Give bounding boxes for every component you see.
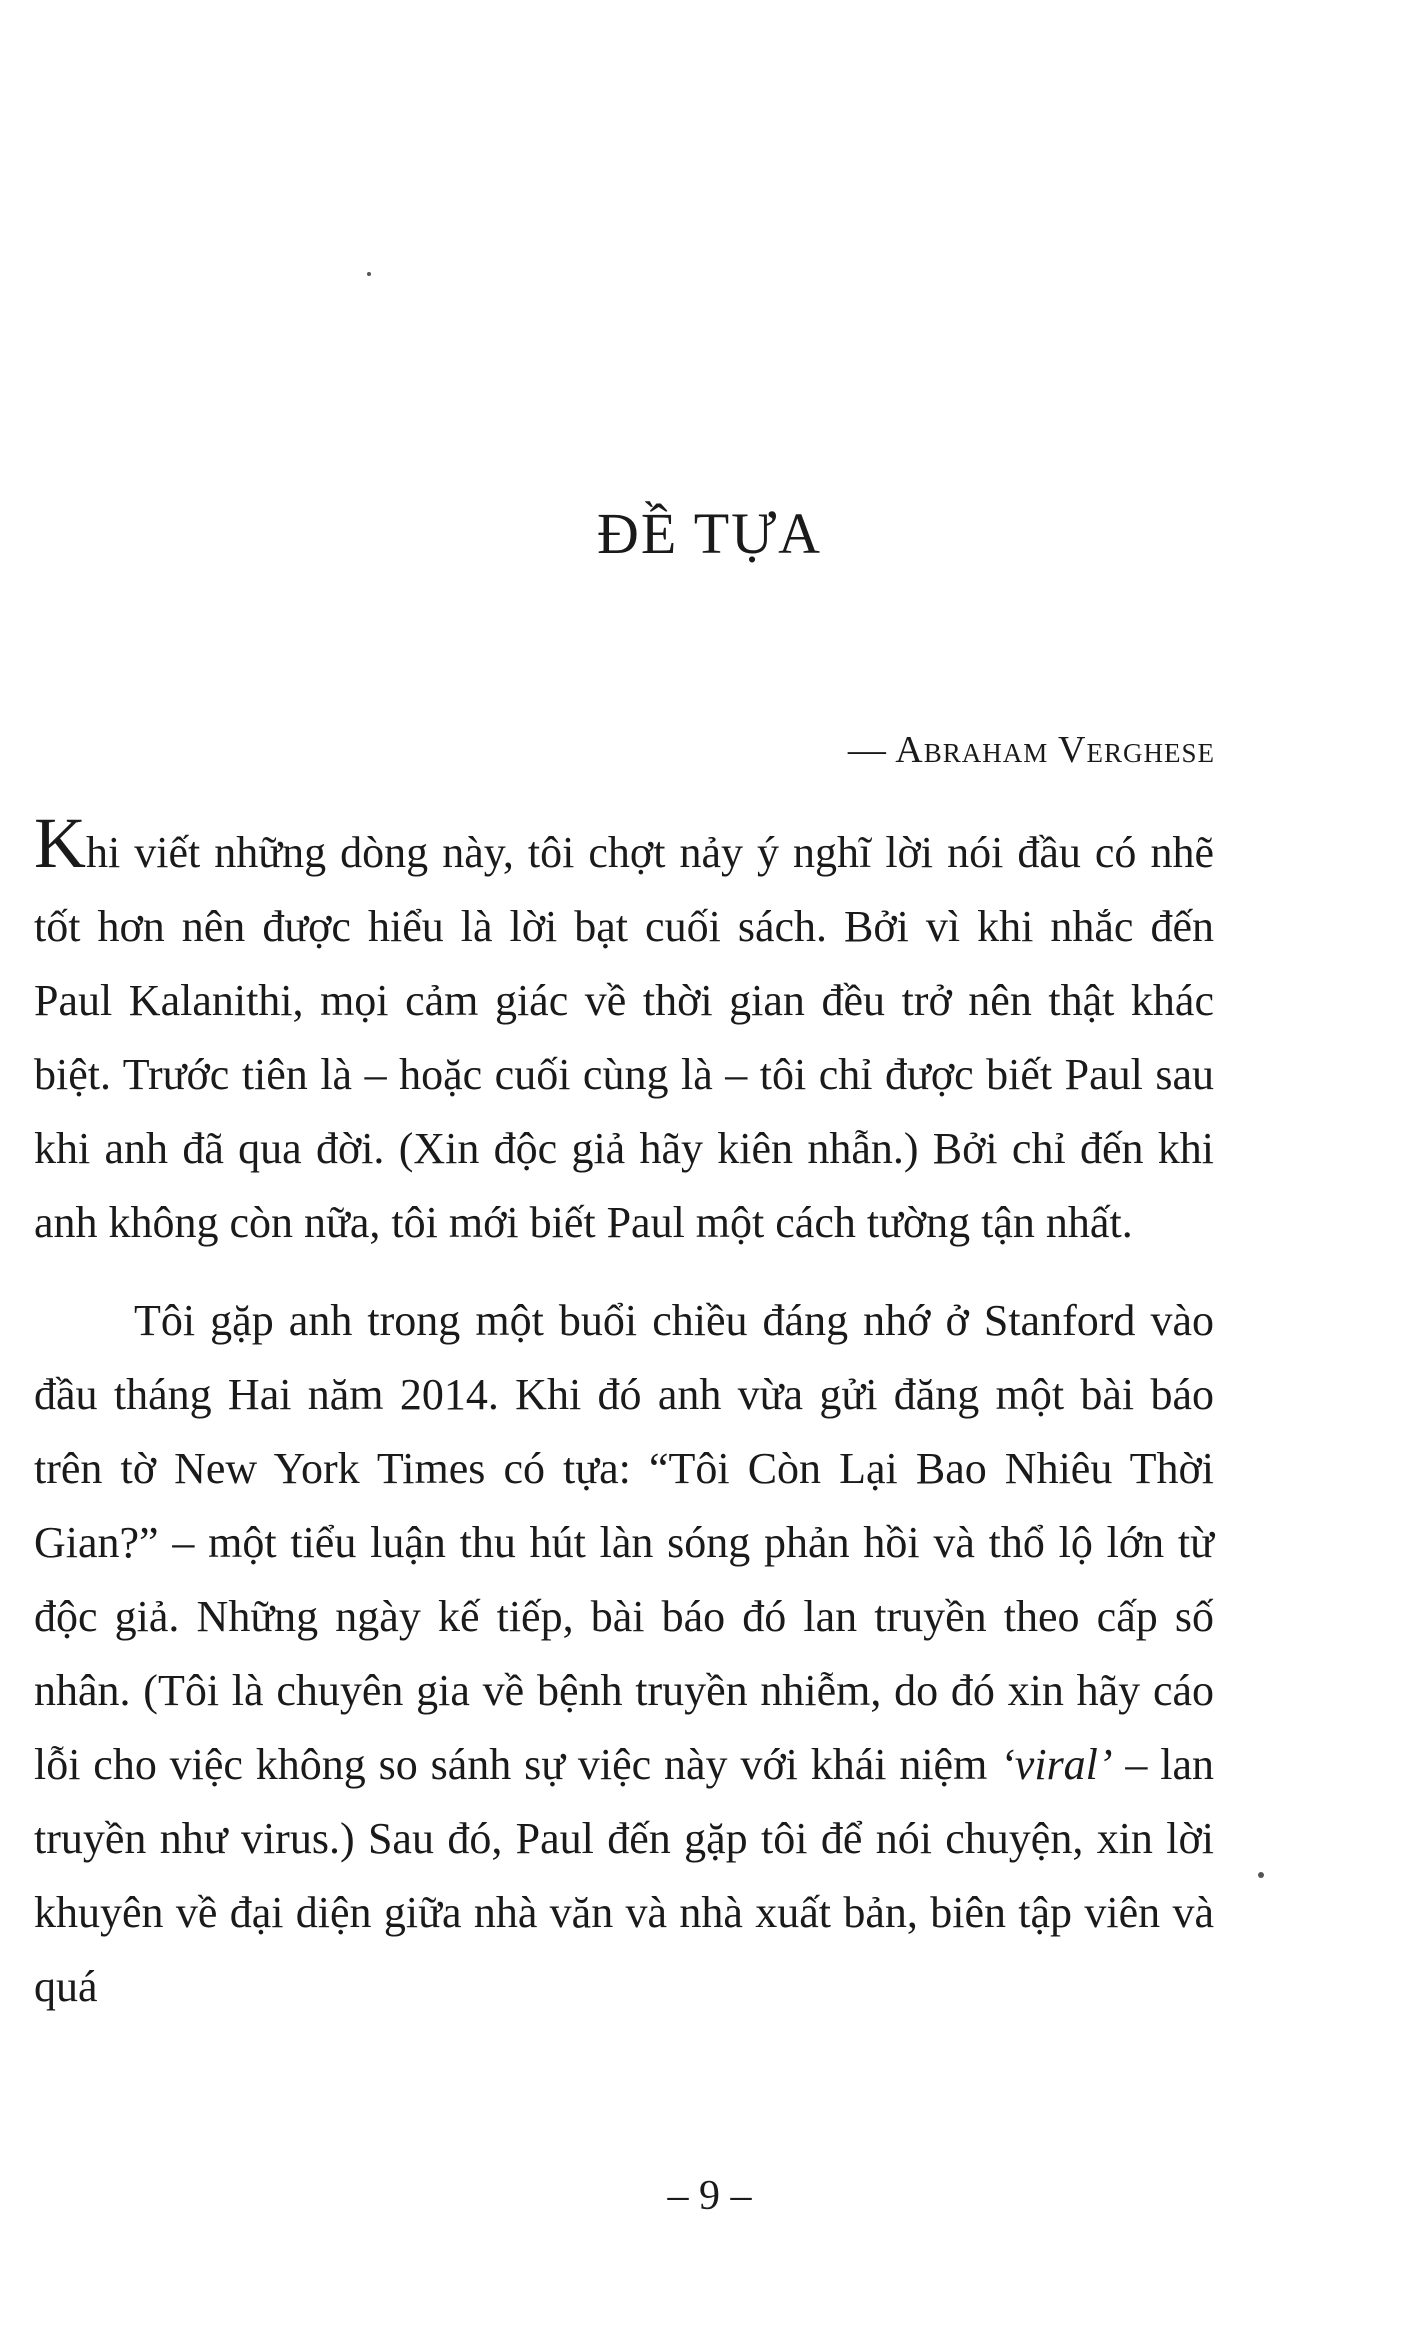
paragraph-2-italic-term: ‘viral’ xyxy=(1000,1740,1113,1789)
paragraph-2 xyxy=(34,1284,1214,2024)
scan-speck xyxy=(367,272,371,276)
chapter-title: ĐỀ TỰA xyxy=(596,501,823,566)
paragraph-1 xyxy=(34,803,1214,1260)
author-attribution: — Abraham Verghese xyxy=(847,729,1215,771)
page-number: – 9 – xyxy=(667,2173,752,2219)
scan-speck xyxy=(1258,1872,1264,1878)
paragraph-2-text-after: – lan truyền như virus.) Sau đó, Paul đến gặp tôi để nói chuyện, xin lời khuyên về đại diện giữa nhà văn và nhà xuất bản, biên tập viên và quá xyxy=(34,1740,1214,2011)
body-text xyxy=(34,803,1214,2024)
paragraph-2-text-before: Tôi gặp anh trong một buổi chiều đáng nhớ ở Stanford vào đầu tháng Hai năm 2014. Khi đó anh vừa gửi đăng một bài báo trên tờ New York Times có tựa: “Tôi Còn Lại Bao Nhiêu Thời Gian?” – một tiểu luận thu hút làn sóng phản hồi và thổ lộ lớn từ độc giả. Những ngày kế tiếp, bài báo đó lan truyền theo cấp số nhân. (Tôi là chuyên gia về bệnh truyền nhiễm, do đó xin hãy cáo lỗi cho việc không so sánh sự việc này với khái niệm xyxy=(34,1296,1214,1789)
paragraph-1-text: hi viết những dòng này, tôi chợt nảy ý nghĩ lời nói đầu có nhẽ tốt hơn nên được hiểu là lời bạt cuối sách. Bởi vì khi nhắc đến Paul Kalanithi, mọi cảm giác về thời gian đều trở nên thật khác biệt. Trước tiên là – hoặc cuối cùng là – tôi chỉ được biết Paul sau khi anh đã qua đời. (Xin độc giả hãy kiên nhẫn.) Bởi chỉ đến khi anh không còn nữa, tôi mới biết Paul một cách tường tận nhất. xyxy=(34,828,1214,1247)
drop-cap: K xyxy=(34,803,86,883)
